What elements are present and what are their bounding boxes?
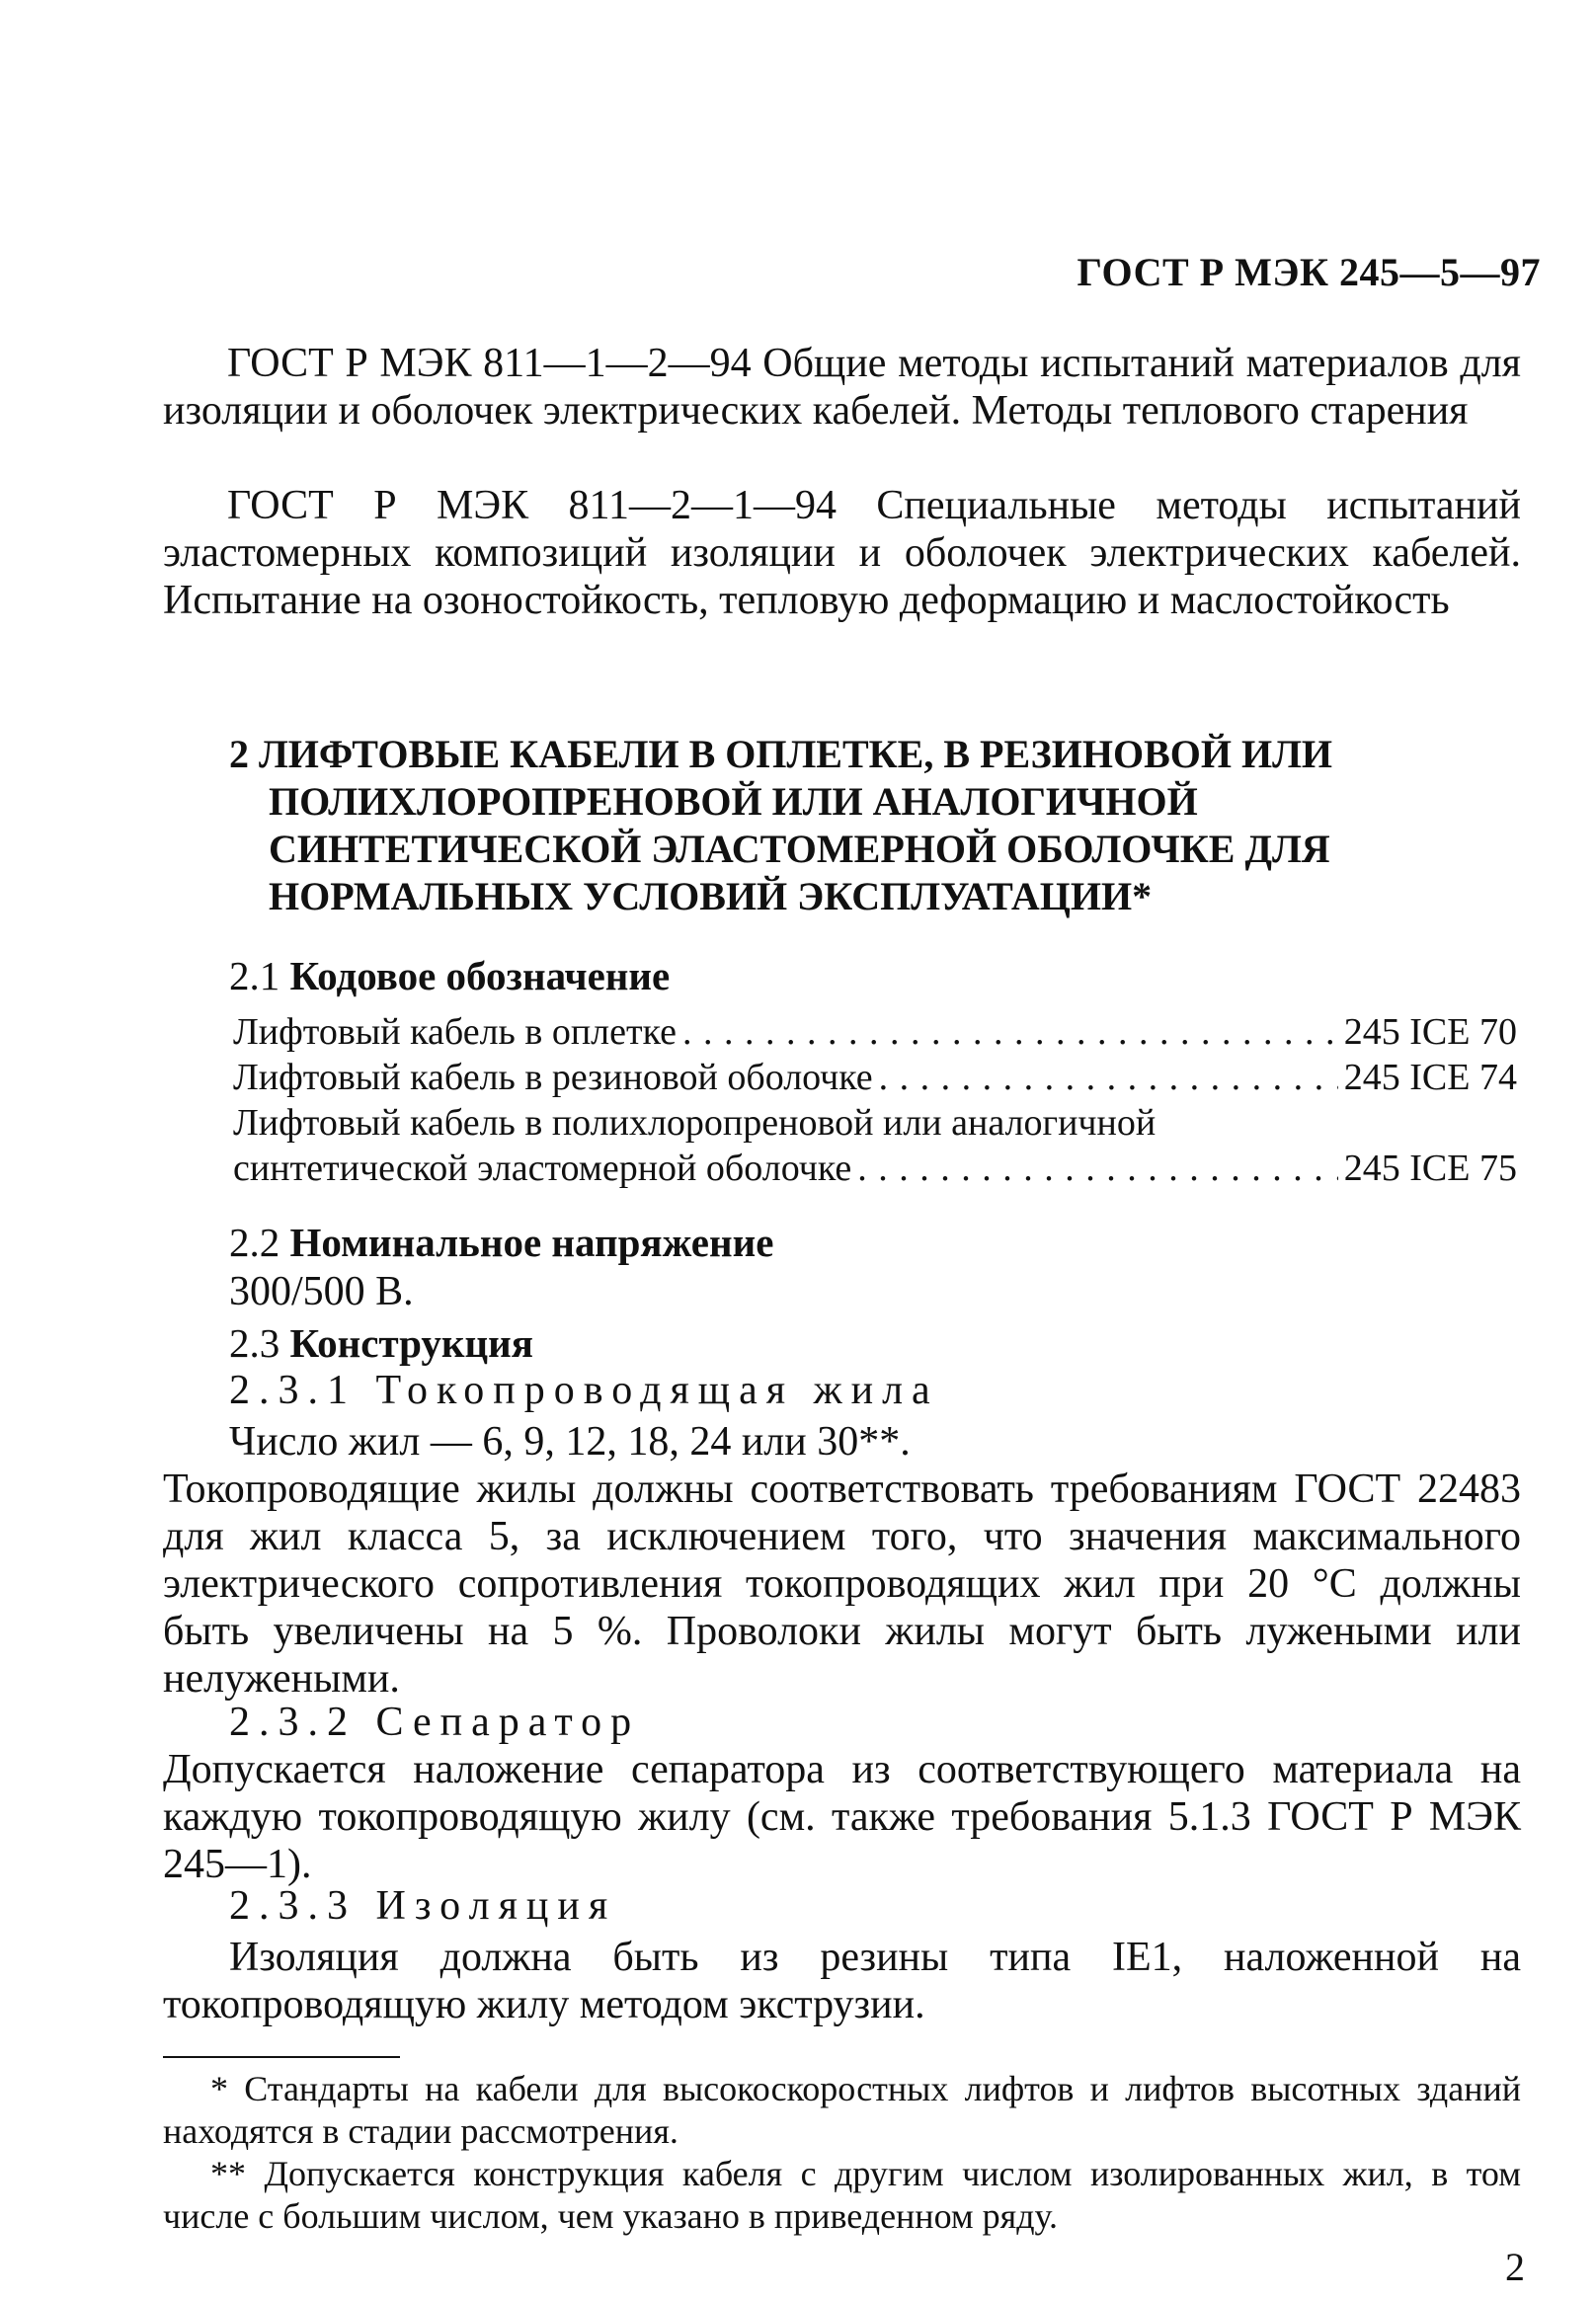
- paragraph: Допускается наложение сепаратора из соответствующего материала на каждую токопроводящую жилу (см. также требования 5.1.3 ГОСТ Р МЭК 245—1).: [163, 1747, 1521, 1887]
- page-number: 2: [1505, 2245, 1525, 2289]
- code-designation-list: [233, 1009, 1517, 1191]
- cable-code: 245 ICE 70: [1343, 1011, 1517, 1053]
- reference-item: ГОСТ Р МЭК 811—2—1—94 Специальные методы испытаний эластомерных композиций изоляции и оболочек электрических кабелей. Испытание на озоностойкость, тепловую деформацию и маслостойкость: [163, 483, 1521, 623]
- subsection-2-3-heading: [229, 1319, 533, 1367]
- cable-name: Лифтовый кабель в оплетке: [233, 1011, 677, 1053]
- code-row: [233, 1009, 1517, 1055]
- subsection-2-2-heading: [229, 1219, 773, 1266]
- code-row: [233, 1146, 1517, 1191]
- footnote-divider: [163, 2056, 400, 2058]
- subsection-title: Конструкция: [289, 1320, 533, 1366]
- cable-name-line1: Лифтовый кабель в полихлоропреновой или аналогичной: [233, 1102, 1157, 1144]
- subsection-number: 2.2: [229, 1220, 280, 1265]
- paragraph: Токопроводящие жилы должны соответствовать требованиям ГОСТ 22483 для жил класса 5, за исключением того, что значения максимального электрического сопротивления токопроводящих жил при 20 °С должны быть увеличены на 5 %. Проволоки жилы могут быть лужеными или нелужеными.: [163, 1467, 1521, 1702]
- subsection-title: Кодовое обозначение: [289, 953, 671, 998]
- subsection-2-1-heading: [229, 952, 670, 999]
- number-of-cores: Число жил — 6, 9, 12, 18, 24 или 30**.: [229, 1419, 911, 1465]
- rated-voltage-value: 300/500 В.: [229, 1269, 414, 1314]
- code-row: [233, 1055, 1517, 1100]
- paragraph: Изоляция должна быть из резины типа IE1, наложенной на токопроводящую жилу методом экструзии.: [163, 1935, 1521, 2027]
- footnote: ** Допускается конструкция кабеля с другим числом изолированных жил, в том числе с большим числом, чем указано в приведенном ряду.: [163, 2154, 1521, 2236]
- subsection-number: 2.1: [229, 953, 280, 998]
- subsection-2-3-1-heading: 2.3.1 Токопроводящая жила: [229, 1368, 939, 1413]
- subsection-2-3-3-heading: 2.3.3 Изоляция: [229, 1883, 617, 1929]
- reference-item: ГОСТ Р МЭК 811—1—2—94 Общие методы испытаний материалов для изоляции и оболочек электрических кабелей. Методы теплового старения: [163, 341, 1521, 434]
- cable-name: синтетической эластомерной оболочке: [233, 1148, 852, 1189]
- document-header: ГОСТ Р МЭК 245—5—97: [1077, 250, 1541, 294]
- cable-name: Лифтовый кабель в резиновой оболочке: [233, 1057, 873, 1098]
- dot-leader: [682, 1009, 1338, 1055]
- section-heading: 2 ЛИФТОВЫЕ КАБЕЛИ В ОПЛЕТКЕ, В РЕЗИНОВОЙ ИЛИ ПОЛИХЛОРОПРЕНОВОЙ ИЛИ АНАЛОГИЧНОЙ СИНТЕТИЧЕСКОЙ ЭЛАСТОМЕРНОЙ ОБОЛОЧКЕ ДЛЯ НОРМАЛЬНЫХ УСЛОВИЙ ЭКСПЛУАТАЦИИ*: [229, 732, 1333, 918]
- cable-code: 245 ICE 74: [1343, 1057, 1517, 1098]
- footnote: * Стандарты на кабели для высокоскоростных лифтов и лифтов высотных зданий находятся в стадии рассмотрения.: [163, 2069, 1521, 2151]
- dot-leader: [879, 1055, 1338, 1100]
- dot-leader: [857, 1146, 1338, 1191]
- subsection-title: Номинальное напряжение: [289, 1220, 774, 1265]
- subsection-number: 2.3: [229, 1320, 280, 1366]
- cable-code: 245 ICE 75: [1343, 1148, 1517, 1189]
- code-row-continuation: [233, 1100, 1517, 1146]
- subsection-2-3-2-heading: 2.3.2 Сепаратор: [229, 1700, 641, 1745]
